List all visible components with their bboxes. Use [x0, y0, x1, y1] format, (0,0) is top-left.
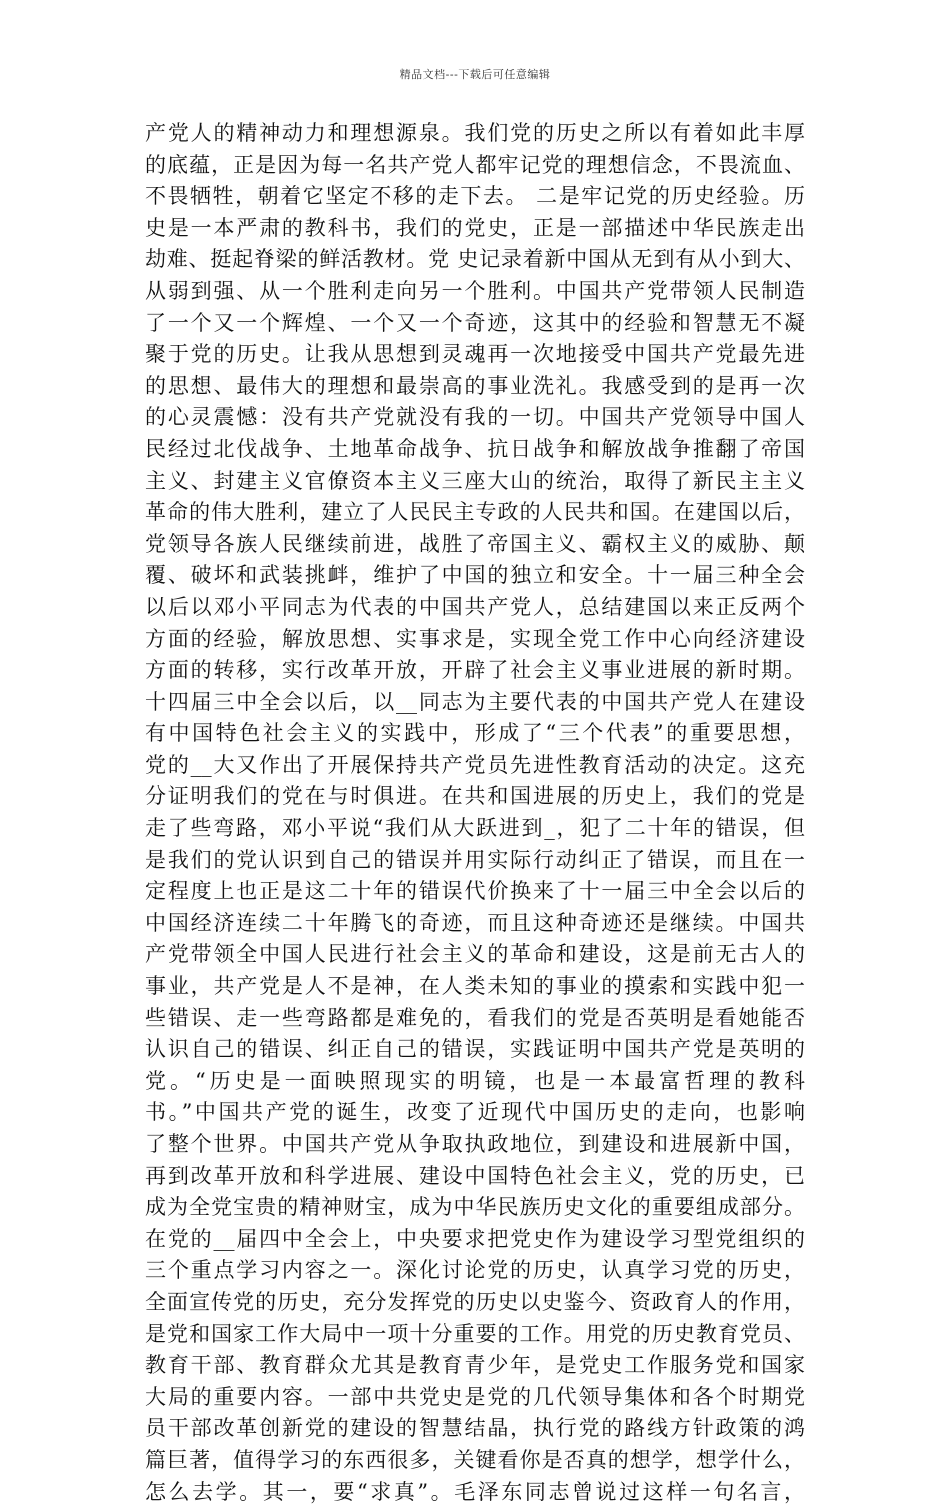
text-line: 分证明我们的党在与时俱进。在共和国进展的历史上，我们的党是 — [145, 784, 805, 809]
text-line: 十四届三中全会以后，以__同志为主要代表的中国共产党人在建设 — [145, 689, 805, 714]
text-line: 定程度上也正是这二十年的错误代价换来了十一届三中全会以后的 — [145, 879, 805, 904]
text-line: 方面的经验，解放思想、实事求是，实现全党工作中心向经济建设 — [145, 626, 805, 651]
text-line: 大局的重要内容。一部中共党史是党的几代领导集体和各个时期党 — [145, 1384, 805, 1409]
text-line: 不畏牺牲，朝着它坚定不移的走下去。 二是牢记党的历史经验。历 — [145, 184, 805, 209]
text-line: 中国经济连续二十年腾飞的奇迹，而且这种奇迹还是继续。中国共 — [145, 910, 805, 935]
text-line: 书。”中国共产党的诞生，改变了近现代中国历史的走向，也影响 — [145, 1100, 805, 1125]
text-line: 走了些弯路，邓小平说“我们从大跃进到_，犯了二十年的错误，但 — [145, 816, 805, 841]
text-line: 些错误、走一些弯路都是难免的，看我们的党是否英明是看她能否 — [145, 1005, 805, 1030]
text-line: 教育干部、教育群众尤其是教育青少年，是党史工作服务党和国家 — [145, 1353, 805, 1378]
text-line: 在党的__届四中全会上，中央要求把党史作为建设学习型党组织的 — [145, 1226, 805, 1251]
text-line: 党的__大又作出了开展保持共产党员先进性教育活动的决定。这充 — [145, 752, 805, 777]
text-line: 的底蕴，正是因为每一名共产党人都牢记党的理想信念，不畏流血、 — [145, 152, 805, 177]
text-line: 的思想、最伟大的理想和最崇高的事业洗礼。我感受到的是再一次 — [145, 373, 805, 398]
text-line: 是党和国家工作大局中一项十分重要的工作。用党的历史教育党员、 — [145, 1321, 805, 1346]
text-line: 怎么去学。其一，要“求真”。毛泽东同志曾说过这样一句名言， — [145, 1479, 805, 1504]
text-line: 有中国特色社会主义的实践中，形成了“三个代表”的重要思想， — [145, 721, 805, 746]
text-line: 是我们的党认识到自己的错误并用实际行动纠正了错误，而且在一 — [145, 847, 805, 872]
text-line: 全面宣传党的历史，充分发挥党的历史以史鉴今、资政育人的作用， — [145, 1289, 805, 1314]
text-line: 成为全党宝贵的精神财宝，成为中华民族历史文化的重要组成部分。 — [145, 1195, 805, 1220]
text-line: 了一个又一个辉煌、一个又一个奇迹，这其中的经验和智慧无不凝 — [145, 310, 805, 335]
text-line: 了整个世界。中国共产党从争取执政地位，到建设和进展新中国， — [145, 1132, 805, 1156]
text-line: 产党带领全中国人民进行社会主义的革命和建设，这是前无古人的 — [145, 942, 805, 967]
text-line: 聚于党的历史。让我从思想到灵魂再一次地接受中国共产党最先进 — [145, 342, 805, 367]
text-line: 革命的伟大胜利，建立了人民民主专政的人民共和国。在建国以后， — [145, 500, 805, 525]
text-line: 方面的转移，实行改革开放，开辟了社会主义事业进展的新时期。 — [145, 658, 805, 683]
text-line: 再到改革开放和科学进展、建设中国特色社会主义，党的历史，已 — [145, 1163, 805, 1188]
text-line: 覆、破坏和武装挑衅，维护了中国的独立和安全。十一届三种全会 — [145, 563, 805, 588]
text-line: 从弱到强、从一个胜利走向另一个胜利。中国共产党带领人民制造 — [145, 278, 805, 303]
text-line: 的心灵震憾：没有共产党就没有我的一切。中国共产党领导中国人 — [145, 405, 805, 430]
text-line: 员干部改革创新党的建设的智慧结晶，执行党的路线方针政策的鸿 — [145, 1416, 805, 1441]
text-line: 以后以邓小平同志为代表的中国共产党人，总结建国以来正反两个 — [145, 594, 805, 619]
text-line: 劫难、挺起脊梁的鲜活教材。党 史记录着新中国从无到有从小到大、 — [145, 247, 805, 272]
text-line: 主义、封建主义官僚资本主义三座大山的统治，取得了新民主主义 — [145, 468, 805, 493]
page-header: 精品文档---下载后可任意编辑 — [399, 68, 551, 81]
text-line: 篇巨著，值得学习的东西很多，关键看你是否真的想学，想学什么， — [145, 1447, 805, 1472]
text-line: 党领导各族人民继续前进，战胜了帝国主义、霸权主义的威胁、颠 — [145, 531, 805, 556]
text-line: 事业，共产党是人不是神，在人类未知的事业的摸索和实践中犯一 — [145, 974, 805, 999]
text-line: 党。“历史是一面映照现实的明镜，也是一本最富哲理的教科 — [145, 1068, 805, 1093]
text-line: 产党人的精神动力和理想源泉。我们党的历史之所以有着如此丰厚 — [145, 121, 805, 145]
text-line: 三个重点学习内容之一。深化讨论党的历史，认真学习党的历史， — [145, 1258, 805, 1283]
text-line: 民经过北伐战争、土地革命战争、抗日战争和解放战争推翻了帝国 — [145, 436, 805, 461]
text-line: 认识自己的错误、纠正自己的错误，实践证明中国共产党是英明的 — [145, 1037, 805, 1062]
document-body — [145, 118, 805, 1508]
text-line: 史是一本严肃的教科书，我们的党史，正是一部描述中华民族走出 — [145, 215, 805, 240]
